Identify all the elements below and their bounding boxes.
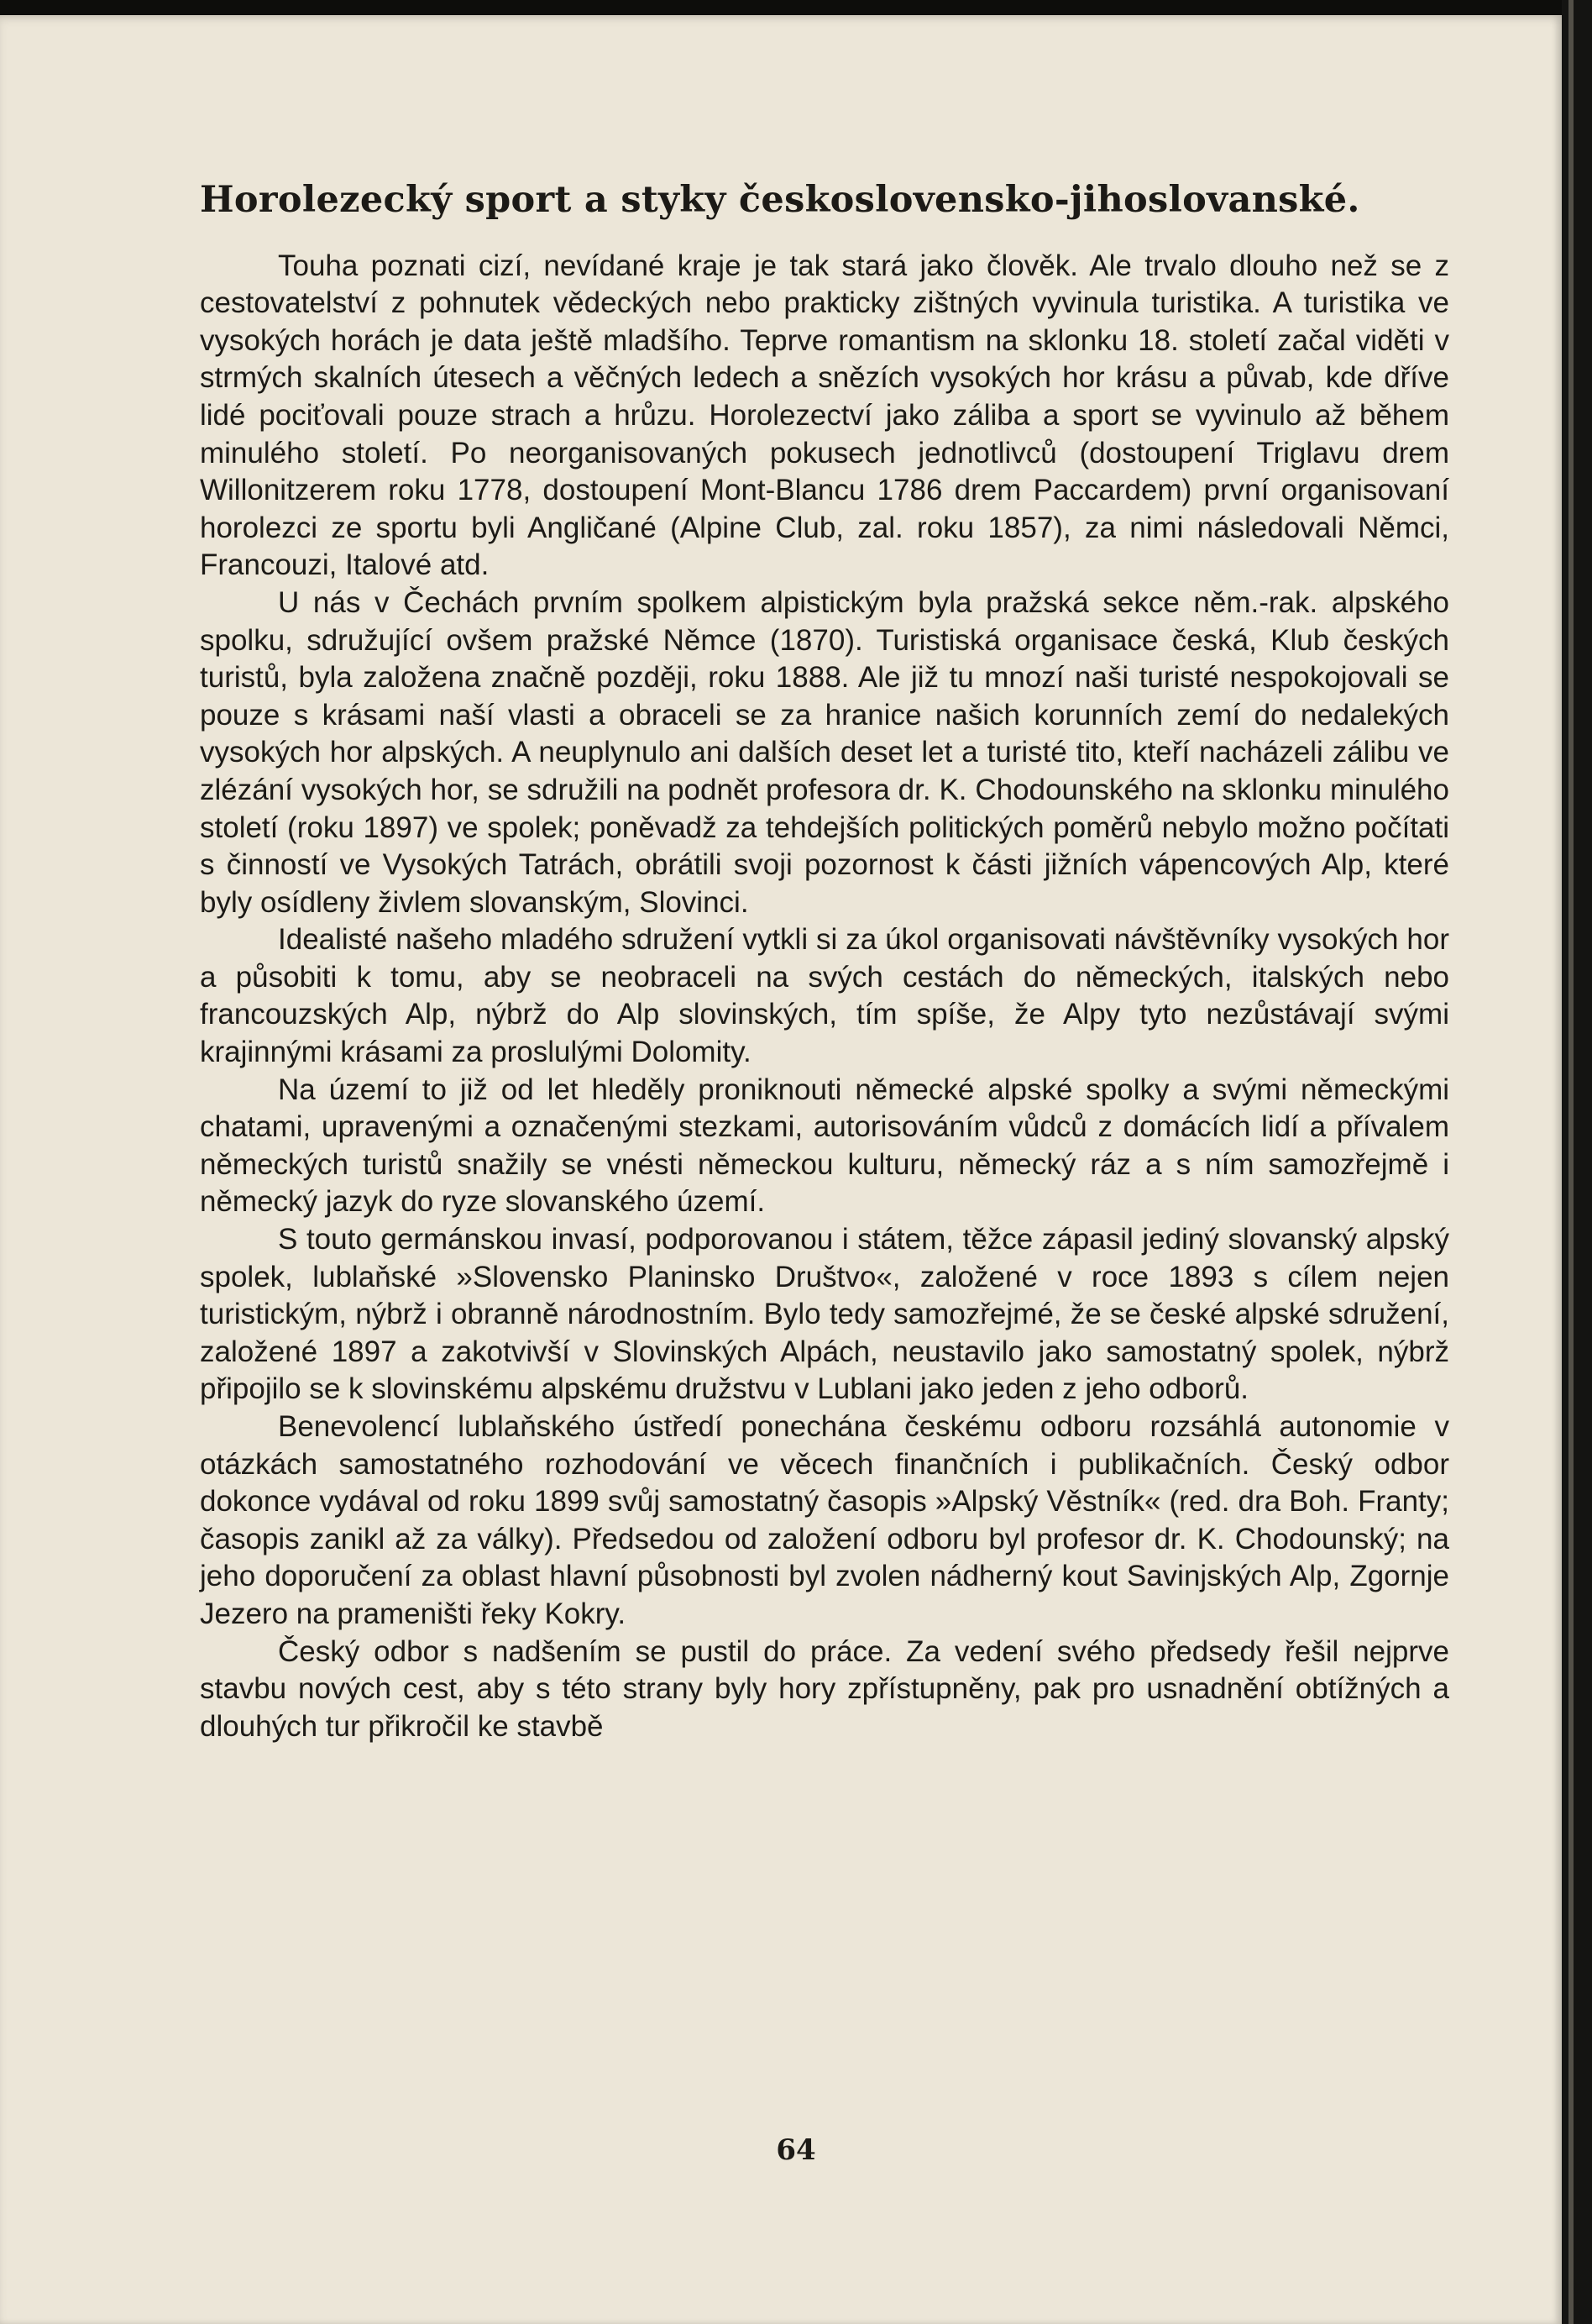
paragraph-7: Český odbor s nadšením se pustil do práce. Za vedení svého předsedy řešil nejprve stavbu nových cest, aby s této strany byly hory zpřístupněny, pak pro usnadnění obtížných a dlouhých tur přikročil ke stavbě [200,1634,1449,1743]
paragraph-3: Idealisté našeho mladého sdružení vytkli si za úkol organisovati návštěvníky vysokých hor a působiti k tomu, aby se neobraceli na svých cestách do německých, italských nebo francouzských Alp, nýbrž do Alp slovinských, tím spíše, že Alpy tyto nezůstávají svými krajinnými krásami za proslulými Dolomity. [200,923,1449,1069]
page-number: 64 [776,2133,816,2167]
paragraph-6: Benevolencí lublaňského ústředí ponechána českému odboru rozsáhlá autonomie v otázkách samostatného rozhodování ve věcech finančních i publikačních. Český odbor dokonce vydával od roku 1899 svůj samostatný časopis »Alpský Věstník« (red. dra Boh. Franty; časopis zanikl až za války). Předsedou od založení odboru byl profesor dr. K. Chodounský; na jeho doporučení za oblast hlavní působnosti byl zvolen nádherný kout Savinjských Alp, Zgornje Jezero na prameništi řeky Kokry. [200,1410,1449,1630]
article-title: Horolezecký sport a styky československo-jihoslovanské. [200,179,1360,221]
paragraph-1: Touha poznati cizí, nevídané kraje je tak stará jako člověk. Ale trvalo dlouho než se z cestovatelství z pohnutek vědeckých nebo prakticky zištných vyvinula turistika. A turistika ve vysokých horách je data ještě mladšího. Teprve romantism na sklonku 18. století začal viděti v strmých skalních útesech a věčných ledech a snězích vysokých hor krásu a půvab, kde dříve lidé pociťovali pouze strach a hrůzu. Horolezectví jako záliba a sport se vyvinulo až během minulého století. Po neorganisovaných pokusech jednotlivců (dostoupení Triglavu drem Willonitzerem roku 1778, dostoupení Mont-Blancu 1786 drem Paccardem) první organisovaní horolezci ze sportu byli Angličané (Alpine Club, zal. roku 1857), za nimi následovali Němci, Francouzi, Italové atd. [200,249,1449,582]
spine-highlight [1568,0,1574,2324]
book-page [0,15,1562,2324]
book-spine-edge [1562,0,1592,2324]
paragraph-4: Na území to již od let hleděly proniknouti německé alpské spolky a svými německými chatami, upravenými a označenými stezkami, autorisováním vůdců z domácích lidí a přívalem německých turistů snažily se vnésti německou kulturu, německý ráz a s ním samozřejmě i německý jazyk do ryze slovanského území. [200,1073,1449,1219]
paragraph-2: U nás v Čechách prvním spolkem alpistickým byla pražská sekce něm.-rak. alpského spolku, sdružující ovšem pražské Němce (1870). Turistiská organisace česká, Klub českých turistů, byla založena značně později, roku 1888. Ale již tu mnozí naši turisté nespokojovali se pouze s krásami naší vlasti a obraceli se za hranice našich korunních zemí do nedalekých vysokých hor alpských. A neuplynulo ani dalších deset let a turisté tito, kteří nacházeli zálibu ve zlézání vysokých hor, se sdružili na podnět profesora dr. K. Chodounského na sklonku minulého století (roku 1897) ve spolek; poněvadž za tehdejších politických poměrů nebylo možno počítati s činností ve Vysokých Tatrách, obrátili svoji pozornost k části jižních vápencových Alp, které byly osídleny živlem slovanským, Slovinci. [200,585,1449,919]
page-content [200,179,1449,1745]
paragraph-5: S touto germánskou invasí, podporovanou i státem, těžce zápasil jediný slovanský alpský spolek, lublaňské »Slovensko Planinsko Društvo«, založené v roce 1893 s cílem nejen turistickým, nýbrž i obranně národnostním. Bylo tedy samozřejmé, že se české alpské sdružení, založené 1897 a zakotvivší v Slovinských Alpách, neustavilo jako samostatný spolek, nýbrž připojilo se k slovinskému alpskému družstvu v Lublani jako jeden z jeho odborů. [200,1223,1449,1406]
